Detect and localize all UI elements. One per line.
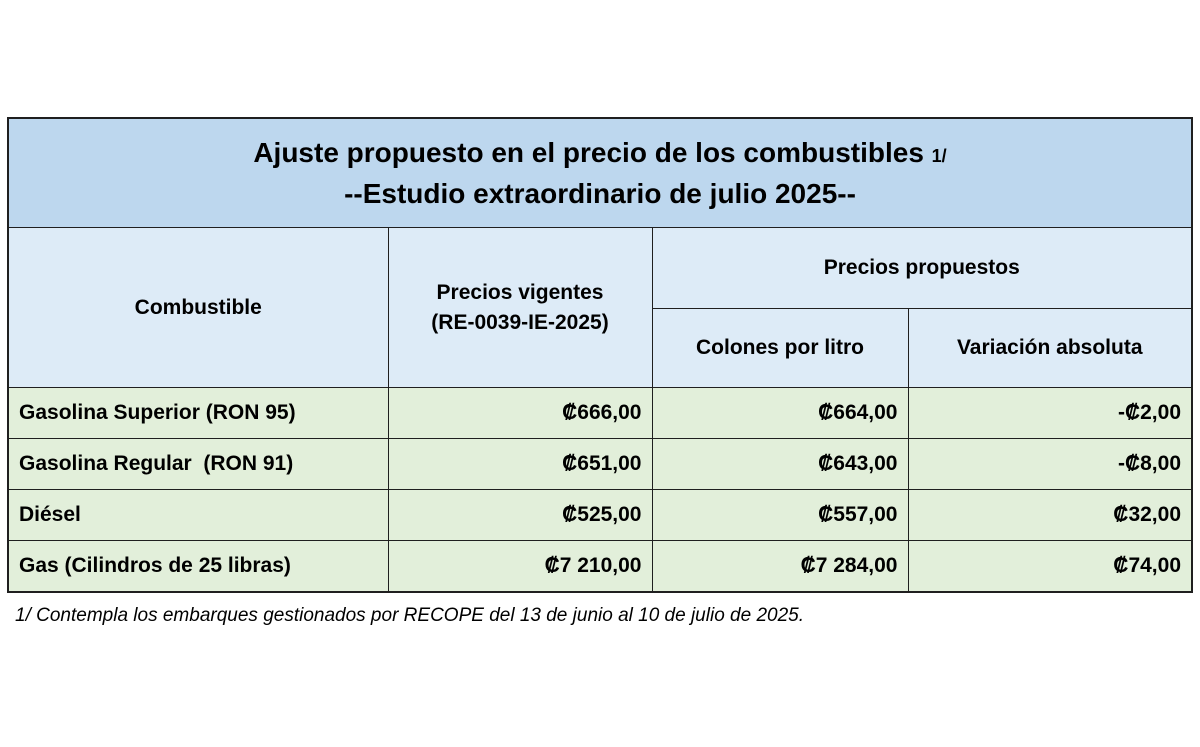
row-price-propuesto: ₡664,00 [652, 388, 908, 439]
row-price-propuesto: ₡643,00 [652, 439, 908, 490]
fuel-price-table [7, 117, 1193, 593]
table-row [8, 388, 1192, 439]
row-fuel-name: Gasolina Superior (RON 95) [8, 388, 388, 439]
header-precios-propuestos: Precios propuestos [652, 228, 1192, 309]
header-precios-vigentes [388, 228, 652, 388]
row-fuel-name: Gas (Cilindros de 25 libras) [8, 541, 388, 593]
table-row [8, 439, 1192, 490]
table-row [8, 490, 1192, 541]
table-title-line1: Ajuste propuesto en el precio de los combustibles [253, 136, 924, 168]
row-price-propuesto: ₡7 284,00 [652, 541, 908, 593]
header-variacion-absoluta: Variación absoluta [908, 309, 1192, 388]
header-combustible: Combustible [8, 228, 388, 388]
row-price-propuesto: ₡557,00 [652, 490, 908, 541]
row-price-variacion: -₡8,00 [908, 439, 1192, 490]
row-fuel-name: Diésel [8, 490, 388, 541]
row-fuel-name: Gasolina Regular (RON 91) [8, 439, 388, 490]
row-price-variacion: -₡2,00 [908, 388, 1192, 439]
row-price-vigente: ₡525,00 [388, 490, 652, 541]
row-price-vigente: ₡651,00 [388, 439, 652, 490]
header-colones-por-litro: Colones por litro [652, 309, 908, 388]
row-price-variacion: ₡32,00 [908, 490, 1192, 541]
header-precios-vigentes-line2: (RE-0039-IE-2025) [431, 310, 609, 334]
row-price-variacion: ₡74,00 [908, 541, 1192, 593]
header-precios-vigentes-line1: Precios vigentes [436, 280, 604, 304]
table-footnote: 1/ Contempla los embarques gestionados por RECOPE del 13 de junio al 10 de julio de 2025. [15, 605, 805, 626]
table-title-footnote-ref: 1/ [931, 145, 947, 166]
table-row [8, 541, 1192, 593]
row-price-vigente: ₡666,00 [388, 388, 652, 439]
row-price-vigente: ₡7 210,00 [388, 541, 652, 593]
fuel-price-table-container [7, 117, 1191, 593]
table-title [8, 118, 1192, 228]
table-title-line2: --Estudio extraordinario de julio 2025-- [344, 177, 856, 209]
